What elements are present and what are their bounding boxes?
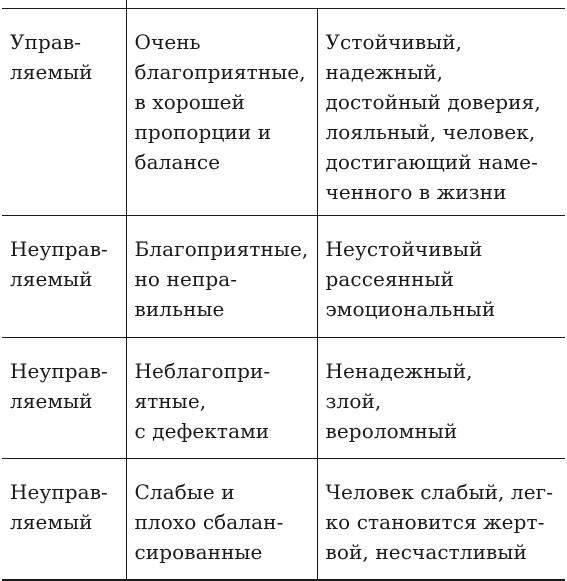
- control-cell: Управ- ляемый: [2, 9, 126, 216]
- control-cell: Неуправ- ляемый: [2, 338, 126, 459]
- control-cell: Неуправ- ляемый: [2, 459, 126, 581]
- quality-cell: Слабые и плохо сбалан- сированные: [126, 459, 317, 581]
- description-cell: Ненадежный, злой, вероломный: [317, 338, 565, 459]
- table-row: [2, 216, 565, 338]
- quality-cell: Благоприятные, но непра- вильные: [126, 216, 317, 338]
- description-cell: Неустойчивый рассеянный эмоциональный: [317, 216, 565, 338]
- table-row: [2, 9, 565, 216]
- control-cell: Неуправ- ляемый: [2, 216, 126, 338]
- table-top-divider: [126, 0, 127, 8]
- table-row: [2, 338, 565, 459]
- description-cell: Человек слабый, лег- ко становится жерт- вой, несчастливый: [317, 459, 565, 581]
- quality-cell: Очень благоприятные, в хорошей пропорции и балансе: [126, 9, 317, 216]
- character-table: [2, 8, 565, 581]
- quality-cell: Неблагопри- ятные, с дефектами: [126, 338, 317, 459]
- table-row: [2, 459, 565, 581]
- description-cell: Устойчивый, надежный, достойный доверия, лояльный, человек, достигающий наме- ченного в жизни: [317, 9, 565, 216]
